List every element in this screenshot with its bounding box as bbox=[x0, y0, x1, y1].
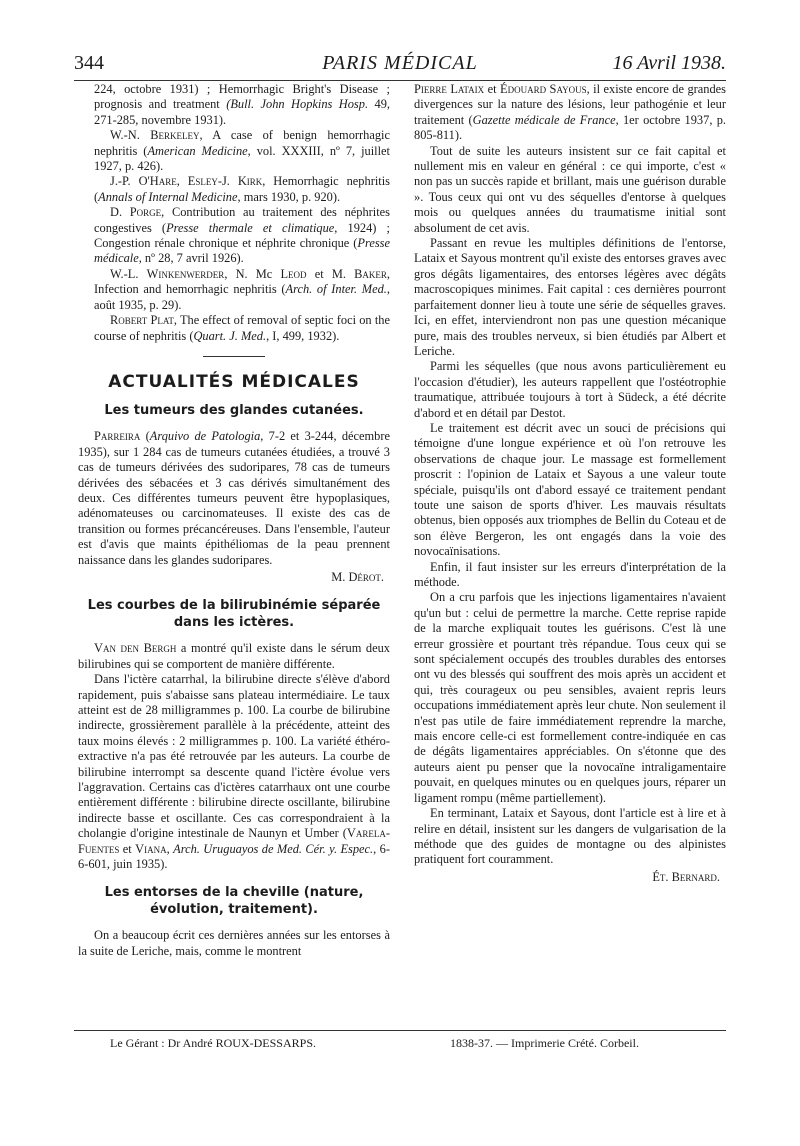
text-run: , il existe encore de grandes divergences sur la nature des lésions, leur pathogénie et leur traitement ( bbox=[414, 82, 726, 127]
right-column bbox=[414, 82, 726, 895]
text-run: , I, 499, 1932). bbox=[266, 328, 340, 343]
text-run: , Contribution au traitement des néphrites congestives ( bbox=[94, 205, 390, 235]
text-run: , août 1935, p. 29). bbox=[94, 282, 391, 312]
text-run: Robert Plat bbox=[110, 313, 174, 328]
article-title-entorses: Les entorses de la cheville (nature, évolution, traitement). bbox=[104, 885, 364, 918]
page-header bbox=[74, 52, 726, 80]
paragraph bbox=[78, 641, 390, 672]
text-run: W.-N. bbox=[110, 128, 151, 143]
text-run: 49, 271-285, novembre 1931). bbox=[94, 97, 390, 127]
text-run: , A case of benign hemorrhagic nephritis ( bbox=[94, 128, 390, 158]
reference-item bbox=[78, 267, 390, 313]
text-run: , mars 1930, p. 920). bbox=[237, 189, 341, 204]
text-run: Hare bbox=[149, 174, 177, 189]
text-run: , 6-6-601, juin 1935). bbox=[78, 841, 390, 872]
signature-bernard: Ét. Bernard. bbox=[652, 869, 720, 884]
text-run: Van den Bergh bbox=[94, 641, 177, 656]
text-run: Presse thermale et climatique bbox=[166, 220, 335, 235]
paragraph bbox=[414, 236, 726, 359]
text-run: et bbox=[484, 82, 501, 96]
text-run: Arquivo de Patologia bbox=[149, 429, 261, 444]
text-run: 224, octobre 1931) ; Hemorrhagic Bright's Disease ; prognosis and treatment bbox=[94, 82, 390, 112]
journal-title: PARIS MÉDICAL bbox=[322, 52, 478, 74]
text-run: , nº 28, 7 avril 1926). bbox=[138, 251, 244, 266]
reference-item bbox=[78, 313, 390, 344]
text-run: ( bbox=[140, 429, 150, 444]
text-run: J.-P. O' bbox=[110, 174, 150, 189]
article-body-bilirubinemie bbox=[78, 641, 390, 872]
paragraph bbox=[414, 421, 726, 560]
text-run: , 1924) ; Congestion rénale chronique et néphrite chronique ( bbox=[94, 220, 390, 251]
section-title: ACTUALITÉS MÉDICALES bbox=[108, 371, 360, 392]
article-title-tumeurs: Les tumeurs des glandes cutanées. bbox=[104, 403, 364, 419]
text-run: Tout de suite les auteurs insistent sur ce fait capital et nullement mis en valeur en général : ce qui importe, c'est « non pas un succès rapide et brillant, mais une guérison durable ». Tous ceux qui ont vu des séquelles d'entorse à quelques mois ou quelques années du traumatisme initial sont absolument de cet avis. bbox=[414, 143, 726, 235]
reference-item bbox=[78, 205, 390, 267]
text-run: Arch. Uruguayos de Med. Cér. y. Espec. bbox=[173, 841, 374, 856]
footer-printer: 1838-37. — Imprimerie Crété. Corbeil. bbox=[450, 1036, 639, 1050]
text-run: a montré qu'il existe dans le sérum deux bilirubines qui se comportent de manière différente. bbox=[78, 641, 390, 671]
text-run: Parreira bbox=[94, 429, 141, 444]
text-run: Pierre Lataix bbox=[414, 82, 485, 96]
text-run: , vol. XXXIII, nº 7, juillet 1927, p. 426). bbox=[94, 143, 390, 174]
paragraph bbox=[414, 144, 726, 236]
text-run: , Infection and hemorrhagic nephritis ( bbox=[94, 266, 390, 297]
text-run: , N. Mc bbox=[224, 266, 281, 281]
text-run: Baker bbox=[354, 266, 387, 281]
text-run: Dans l'ictère catarrhal, la bilirubine directe s'élève d'abord rapidement, puis s'abaisse sans plateau intermédiaire. Le taux atteint est de 28 milligrammes p. 100. La courbe de bilirubine indirecte, grossièrement parallèle à la précédente, atteint des taux moins élevés : 2 milligrammes p. 100. La variété éthéro-extractive n'a pas été retrouvée par les auteurs. La courbe de bilirubine interrompt sa descente quand l'ictère évolue vers l'aggravation. Certains cas d'ictères catarrhaux ont une courbe entièrement différente : bilirubine directe oscillante, bilirubine indirecte basse et oscillante. Ces cas correspondraient à la cholangie d'origine intestinale de Naunyn et Umber ( bbox=[78, 672, 390, 841]
text-run: Esley bbox=[187, 174, 218, 189]
text-run: , Hemorrhagic nephritis ( bbox=[94, 174, 390, 204]
issue-date: 16 Avril 1938. bbox=[612, 52, 726, 74]
text-run: On a beaucoup écrit ces dernières années sur les entorses à la suite de Leriche, mais, comme le montrent bbox=[78, 928, 390, 958]
text-run: Le traitement est décrit avec un souci de précisions qui témoigne d'une longue expérience et où l'on retrouve les observations de chaque jour. Le massage est formellement proscrit : l'opinion de Lataix et Sayous a une valeur toute spéciale, puisqu'ils ont d'abord essayé ce traitement pendant toute une saison de sports d'hiver. Les mauvais résultats obtenus, bien opposés aux triomphes de Bellin du Coteau et de son élève Bergeron, les ont engagés dans la voie des novocaïnisations. bbox=[414, 420, 726, 559]
section-separator bbox=[203, 356, 265, 357]
header-rule bbox=[74, 80, 726, 81]
footer-manager: Le Gérant : Dr André ROUX-DESSARPS. bbox=[110, 1036, 316, 1050]
article-body-entorses bbox=[78, 928, 390, 959]
text-run: Leod bbox=[280, 266, 307, 281]
paragraph bbox=[414, 560, 726, 591]
text-run: Parmi les séquelles (que nous avons particulièrement eu l'occasion d'étudier), les auteurs rappellent que l'ostéotrophie traumatique, attribuée toujours à tort à Südeck, a été décrite d'abord et en détail par Destot. bbox=[414, 359, 726, 420]
article-body-tumeurs bbox=[78, 429, 390, 568]
text-run: Édouard Sayous bbox=[500, 82, 587, 96]
text-run: (Bull. John Hopkins Hosp. bbox=[226, 97, 369, 112]
text-run: Annals of Internal Medicine bbox=[98, 189, 238, 204]
text-run: Enfin, il faut insister sur les erreurs d'interprétation de la méthode. bbox=[414, 559, 726, 589]
paragraph bbox=[414, 590, 726, 806]
text-run: Passant en revue les multiples définitions de l'entorse, Lataix et Sayous montrent qu'il existe des entorses graves avec gros dégâts ligamentaires, des entorses légères avec dégâts macroscopiques minimes. Fait capital : ces dernières pourront parfaitement donner lieu à toute une série de séquelles graves. Ici, en effet, interviendront non pas une question mécanique pure, mais des troubles nerveux, si bien étudiés par Albert et Leriche. bbox=[414, 236, 726, 358]
text-run: American Medicine bbox=[147, 143, 248, 158]
text-run: et bbox=[119, 841, 136, 856]
text-run: Arch. of Inter. Med. bbox=[285, 282, 387, 297]
text-run: Porge bbox=[129, 205, 162, 220]
text-run: Quart. J. Med. bbox=[193, 328, 267, 343]
text-run: On a cru parfois que les injections ligamentaires n'avaient qu'un but : celui de permettre la marche. Cette reprise rapide de la marche expliquait toutes les guérisons. C'est là une erreur grossière et pourtant très répandue. Tous ceux qui se sont spécialement occupés des troubles durables des entorses ont vu des blessés qui souffrent des mois après un accident et qui, très courageux ou peu sensibles, avaient repris leurs occupations immédiatement après leur chute. Non seulement il n'est pas utile de faire immédiatement reprendre la marche, mais encore celle-ci est formellement contre-indiquée en cas de dégâts ligamentaires appréciables. On s'étonne que des auteurs aient pu penser que la novocaïne intraligamentaire pouvait, en quelques minutes ou en quelques jours, réparer un ligament rompu (même partiellement). bbox=[414, 590, 726, 805]
paragraph bbox=[414, 806, 726, 868]
text-run: Varela-Fuentes bbox=[78, 826, 390, 856]
text-run: Kirk bbox=[237, 174, 263, 189]
text-run: -J. bbox=[217, 174, 238, 189]
text-run: , 7-2 et 3-244, décembre 1935), sur 1 284 cas de tumeurs cutanées étudiées, a trouvé 3 cas de tumeurs dérivées des sudoripares, 78 cas de tumeurs dérivées des sébacées et 3 cas dérivés simultanément des deux. Ces différentes tumeurs peuvent être hypoplasiques, adénomateuses ou carcinomateuses. Il existe des cas de transition ou formes précancéreuses. Dans l'ensemble, l'auteur est d'avis que maints épithéliomas de la peau prennent naissance dans les glandes sudoripares. bbox=[78, 429, 390, 567]
reference-item bbox=[78, 82, 390, 128]
signature-derot: M. Dérot. bbox=[331, 569, 384, 584]
footer-rule bbox=[74, 1030, 726, 1031]
text-run: Presse médicale bbox=[94, 236, 390, 266]
paragraph bbox=[414, 82, 726, 144]
text-run: D. bbox=[110, 205, 130, 220]
text-run: Berkeley bbox=[150, 128, 200, 143]
text-run: En terminant, Lataix et Sayous, dont l'article est à lire et à relire en détail, insistent sur les dangers de vulgarisation de la méthode que des guides de montagne ou des alpinistes pratiquent fort couramment. bbox=[414, 806, 726, 867]
text-run: et M. bbox=[306, 266, 355, 281]
page-number: 344 bbox=[74, 52, 104, 74]
reference-item bbox=[78, 174, 390, 205]
reference-item bbox=[78, 128, 390, 174]
left-column bbox=[78, 82, 390, 959]
text-run: , The effect of removal of septic foci on the course of nephritis ( bbox=[94, 313, 391, 343]
text-run: Gazette médicale de France bbox=[472, 112, 616, 127]
paragraph bbox=[78, 672, 390, 872]
text-run: Winkenwerder bbox=[146, 266, 225, 281]
article-title-bilirubinemie: Les courbes de la bilirubinémie séparée dans les ictères. bbox=[87, 598, 381, 631]
paragraph bbox=[414, 359, 726, 421]
text-run: Viana bbox=[135, 841, 167, 856]
article-body-entorses-continued bbox=[414, 82, 726, 868]
text-run: , 1er octobre 1937, p. 805-811). bbox=[414, 112, 727, 143]
text-run: , bbox=[176, 174, 188, 189]
text-run: , bbox=[166, 841, 174, 856]
text-run: W.-L. bbox=[110, 266, 147, 281]
reference-list bbox=[78, 82, 390, 344]
